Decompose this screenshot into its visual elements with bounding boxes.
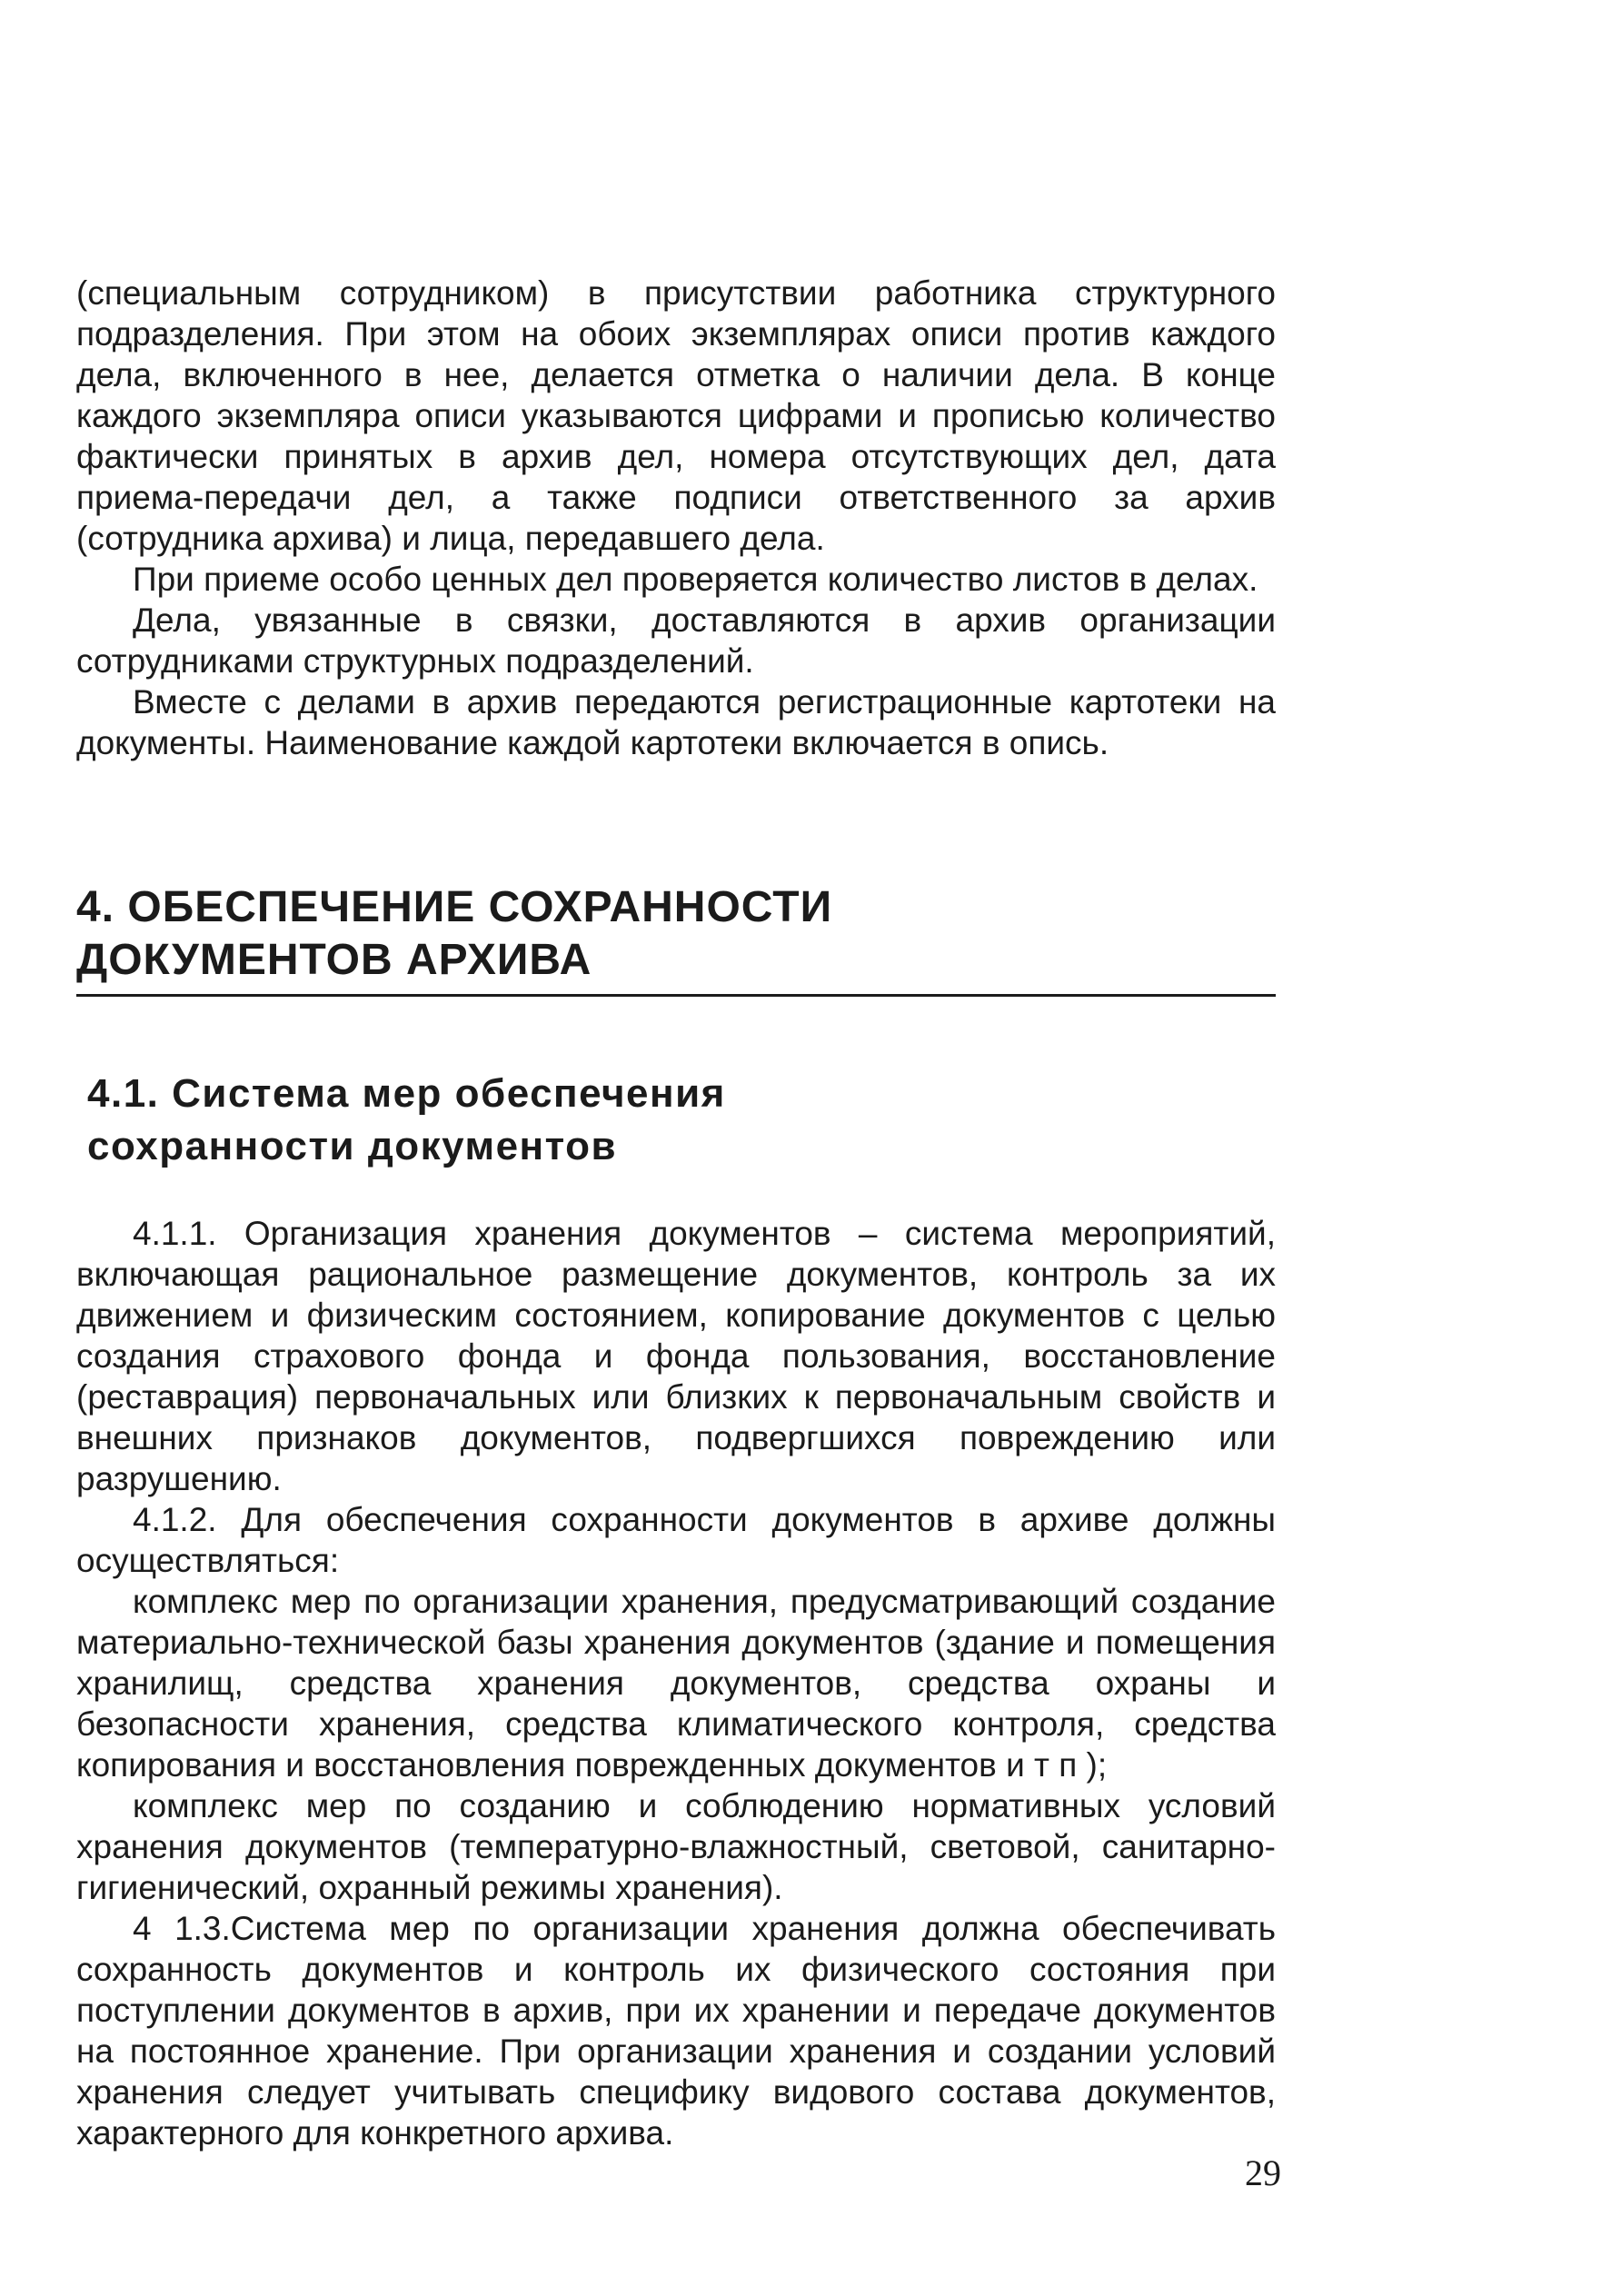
section-heading: [76, 881, 1276, 997]
paragraph-4-1-1: 4.1.1. Организация хранения документов – система мероприятий, включающая рациональное размещение документов, контроль за их движением и физическим состоянием, копирование документов с целью создания страхового фонда и фонда пользования, восстановление (реставрация) первоначальных или близких к первоначальным свойств и внешних признаков документов, подвергшихся повреждению или разрушению.: [76, 1215, 1276, 1497]
section-heading-line1: 4. ОБЕСПЕЧЕНИЕ СОХРАННОСТИ: [76, 883, 833, 931]
paragraph-4-1-3: 4 1.3.Система мер по организации хранения должна обеспечивать сохранность документов и контроль их физического состояния при поступлении документов в архив, при их хранении и передаче документов на постоянное хранение. При организации хранения и создании условий хранения следует учитывать специфику видового состава документов, характерного для конкретного архива.: [76, 1910, 1276, 2152]
list-item-normative-conditions: комплекс мер по созданию и соблюдению нормативных условий хранения документов (температурно-влажностный, световой, санитарно-гигиенический, охранный режимы хранения).: [76, 1787, 1276, 1906]
list-item-storage-organization: комплекс мер по организации хранения, предусматривающий создание материально-технической базы хранения документов (здание и помещения хранилищ, средства хранения документов, средства охраны и безопасности хранения, средства климатического контроля, средства копирования и восстановления поврежденных документов и т п );: [76, 1583, 1276, 1784]
subsection-heading-line1: 4.1. Система мер обеспечения: [87, 1071, 726, 1116]
paragraph-inventory-marking: (специальным сотрудником) в присутствии работника структурного подразделения. При этом на обоих экземплярах описи против каждого дела, включенного в нее, делается отметка о наличии дела. В конце каждого экземпляра описи указываются цифрами и прописью количество фактически принятых в архив дел, номера отсутствующих дел, дата приема-передачи дел, а также подписи ответственного за архив (сотрудника архива) и лица, передавшего дела.: [76, 274, 1276, 557]
paragraph-card-indexes: Вместе с делами в архив передаются регистрационные картотеки на документы. Наименование каждой картотеки включается в опись.: [76, 683, 1276, 761]
page-number: 29: [1245, 2152, 1281, 2193]
paragraph-4-1-2: 4.1.2. Для обеспечения сохранности документов в архиве должны осуществляться:: [76, 1501, 1276, 1579]
subsection-heading-line2: сохранности документов: [87, 1124, 618, 1168]
subsection-heading: [87, 1068, 905, 1173]
paragraph-bundled-cases: Дела, увязанные в связки, доставляются в архив организации сотрудниками структурных подразделений.: [76, 601, 1276, 680]
paragraph-valuable-cases: При приеме особо ценных дел проверяется количество листов в делах.: [133, 561, 1258, 598]
section-heading-line2: ДОКУМЕНТОВ АРХИВА: [76, 936, 592, 984]
intro-text-block: [76, 273, 1276, 763]
body-text-block: [76, 1213, 1276, 2153]
